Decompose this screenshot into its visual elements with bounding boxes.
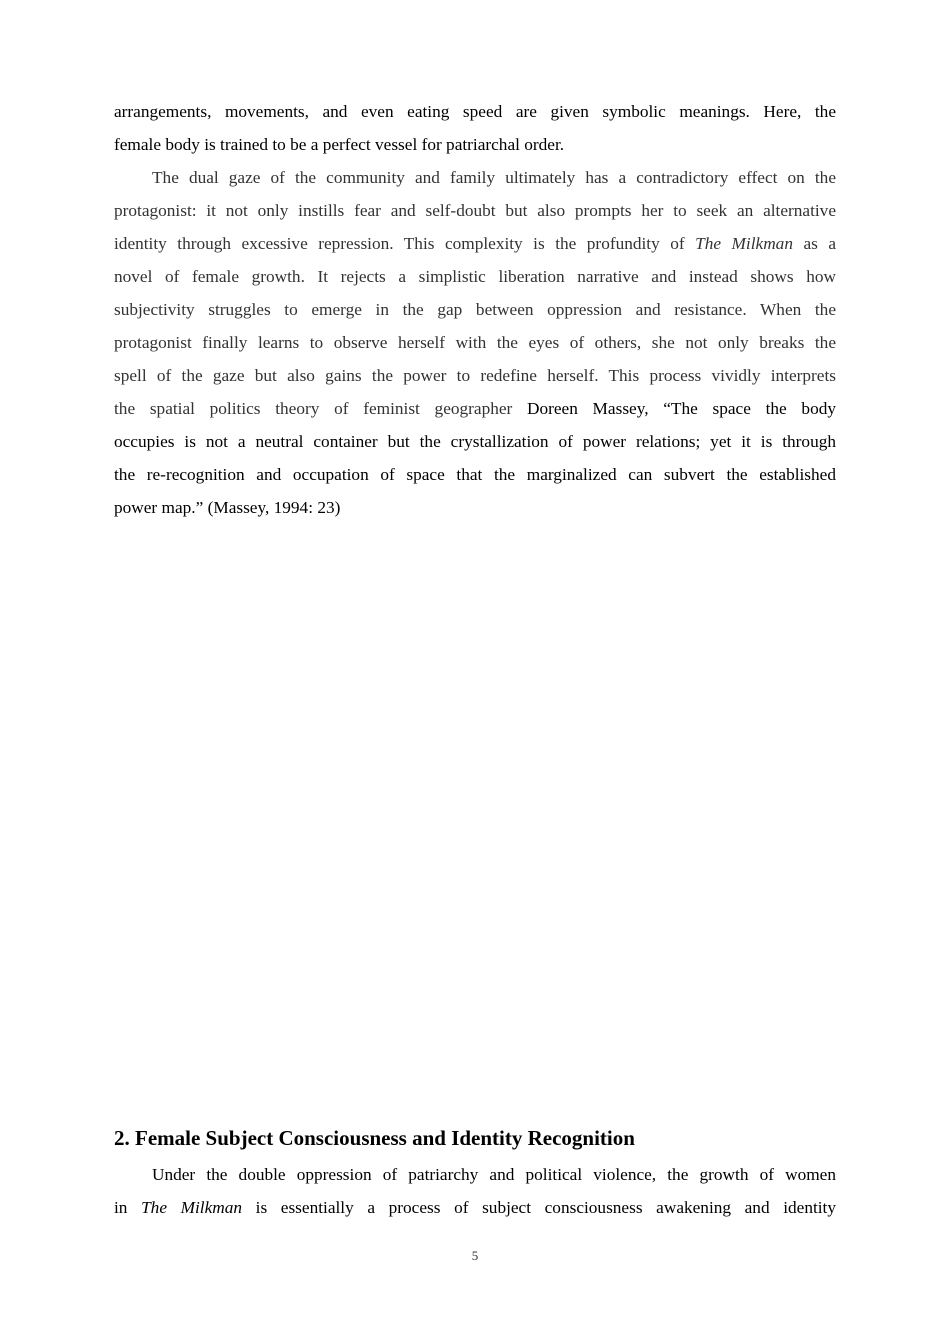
body-paragraph [114, 161, 836, 524]
paragraph-line [114, 392, 836, 425]
body-paragraph [114, 95, 836, 161]
line-text: as a [792, 234, 836, 253]
novel-title: The Milkman [141, 1198, 243, 1217]
paragraph-line: protagonist finally learns to observe herself with the eyes of others, she not only breaks the [114, 333, 836, 352]
paragraph-line: The dual gaze of the community and family ultimately has a contradictory effect on the [152, 168, 836, 187]
paragraph-line: arrangements, movements, and even eating speed are given symbolic meanings. Here, the [114, 102, 836, 121]
paragraph-line: the re-recognition and occupation of space that the marginalized can subvert the established [114, 465, 836, 484]
page-number: 5 [471, 1248, 479, 1263]
line-text: the spatial politics theory of feminist geographer [114, 399, 513, 418]
paragraph-line: female body is trained to be a perfect vessel for patriarchal order. [114, 135, 565, 154]
line-text: in [114, 1198, 142, 1217]
paragraph-line: novel of female growth. It rejects a simplistic liberation narrative and instead shows how [114, 267, 836, 286]
section-heading: 2. Female Subject Consciousness and Identity Recognition [114, 1126, 635, 1150]
paragraph-line [114, 227, 836, 260]
paragraph-line: Under the double oppression of patriarchy and political violence, the growth of women [152, 1165, 836, 1184]
paragraph-line: spell of the gaze but also gains the power to redefine herself. This process vividly interprets [114, 366, 836, 385]
paragraph-line: subjectivity struggles to emerge in the gap between oppression and resistance. When the [114, 300, 836, 319]
paragraph-line: protagonist: it not only instills fear and self-doubt but also prompts her to seek an alternative [114, 201, 836, 220]
paragraph-line: occupies is not a neutral container but the crystallization of power relations; yet it is through [114, 432, 836, 451]
paragraph-line: power map.” (Massey, 1994: 23) [114, 498, 341, 517]
line-text: is essentially a process of subject consciousness awakening and identity [242, 1198, 836, 1217]
body-paragraph [114, 1158, 836, 1224]
line-text: identity through excessive repression. This complexity is the profundity of [114, 234, 696, 253]
paragraph-line [114, 1191, 836, 1224]
novel-title: The Milkman [695, 234, 793, 253]
quotation-text: Doreen Massey, “The space the body [512, 399, 836, 418]
